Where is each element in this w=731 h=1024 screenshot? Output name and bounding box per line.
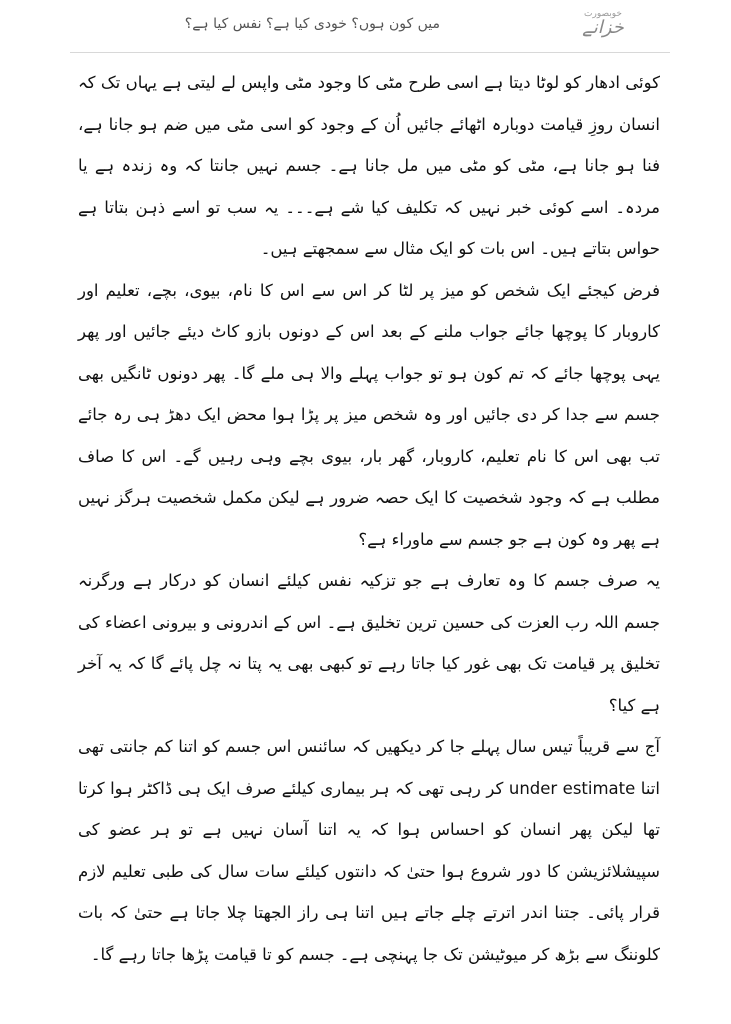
paragraph: یہ صرف جسم کا وہ تعارف ہے جو تزکیہ نفس کیلئے انسان کو درکار ہے ورگرنہ جسم اللہ رب العزت کی حسین ترین تخلیق ہے۔ اس کے اندرونی و بیرونی اعضاء کی تخلیق پر قیامت تک بھی غور کیا جاتا رہے تو کبھی بھی یہ پتا نہ چل پائے گا کہ یہ آخر ہے کیا؟ <box>78 571 660 715</box>
article-body <box>78 62 660 975</box>
paragraph: کوئی ادھار کو لوٹا دیتا ہے اسی طرح مٹی کا وجود مٹی واپس لے لیتی ہے یہاں تک کہ انسان روزِ قیامت دوبارہ اٹھائے جائیں اُن کے وجود کو اسی مٹی میں ضم ہو جانا ہے، فنا ہو جانا ہے، مٹی کو مٹی میں مل جانا ہے۔ جسم نہیں جانتا کہ وہ زندہ ہے یا مردہ۔ اسے کوئی خبر نہیں کہ تکلیف کیا شے ہے۔۔۔ یہ سب تو اسے ذہن بتاتا ہے حواس بتاتے ہیں۔ اس بات کو ایک مثال سے سمجھتے ہیں۔ <box>78 73 660 258</box>
header-title: میں کون ہوں؟ خودی کیا ہے؟ نفس کیا ہے؟ <box>184 16 440 32</box>
header-divider <box>70 52 670 53</box>
brand-logo-main-text: خزانے <box>582 17 624 39</box>
page-header <box>0 10 731 46</box>
paragraph: آج سے قریباً تیس سال پہلے جا کر دیکھیں کہ سائنس اس جسم کو اتنا کم جانتی تھی اتنا under estimate کر رہی تھی کہ ہر بیماری کیلئے صرف ایک ہی ڈاکٹر ہوا کرتا تھا لیکن پھر انسان کو احساس ہوا کہ یہ اتنا آسان نہیں ہے تو ہر عضو کی سپیشلائزیشن کا دور شروع ہوا حتیٰ کہ دانتوں کیلئے سات سال کی طبی تعلیم لازم قرار پائی۔ جتنا اندر اترتے چلے جاتے ہیں اتنا ہی راز الجھتا چلا جاتا ہے حتیٰ کہ بات کلوننگ سے بڑھ کر میوٹیشن تک جا پہنچی ہے۔ جسم کو تا قیامت پڑھا جاتا رہے گا۔ <box>78 737 660 964</box>
brand-logo-small-text: خوبصورت <box>584 9 622 19</box>
brand-logo <box>571 10 635 44</box>
paragraph: فرض کیجئے ایک شخص کو میز پر لٹا کر اس سے اس کا نام، بیوی، بچے، تعلیم اور کاروبار کا پوچھا جائے جواب ملنے کے بعد اس کے دونوں بازو کاٹ دیئے جائیں اور پھر یہی پوچھا جائے کہ تم کون ہو تو جواب پہلے والا ہی ملے گا۔ پھر دونوں ٹانگیں بھی جسم سے جدا کر دی جائیں اور وہ شخص میز پر پڑا ہوا محض ایک دھڑ ہی رہ جائے تب بھی اس کا نام تعلیم، کاروبار، گھر بار، بیوی بچے وہی رہیں گے۔ اس کا صاف مطلب ہے کہ وجود شخصیت کا ایک حصہ ضرور ہے لیکن مکمل شخصیت ہرگز نہیں ہے پھر وہ کون ہے جو جسم سے ماوراء ہے؟ <box>78 280 660 549</box>
